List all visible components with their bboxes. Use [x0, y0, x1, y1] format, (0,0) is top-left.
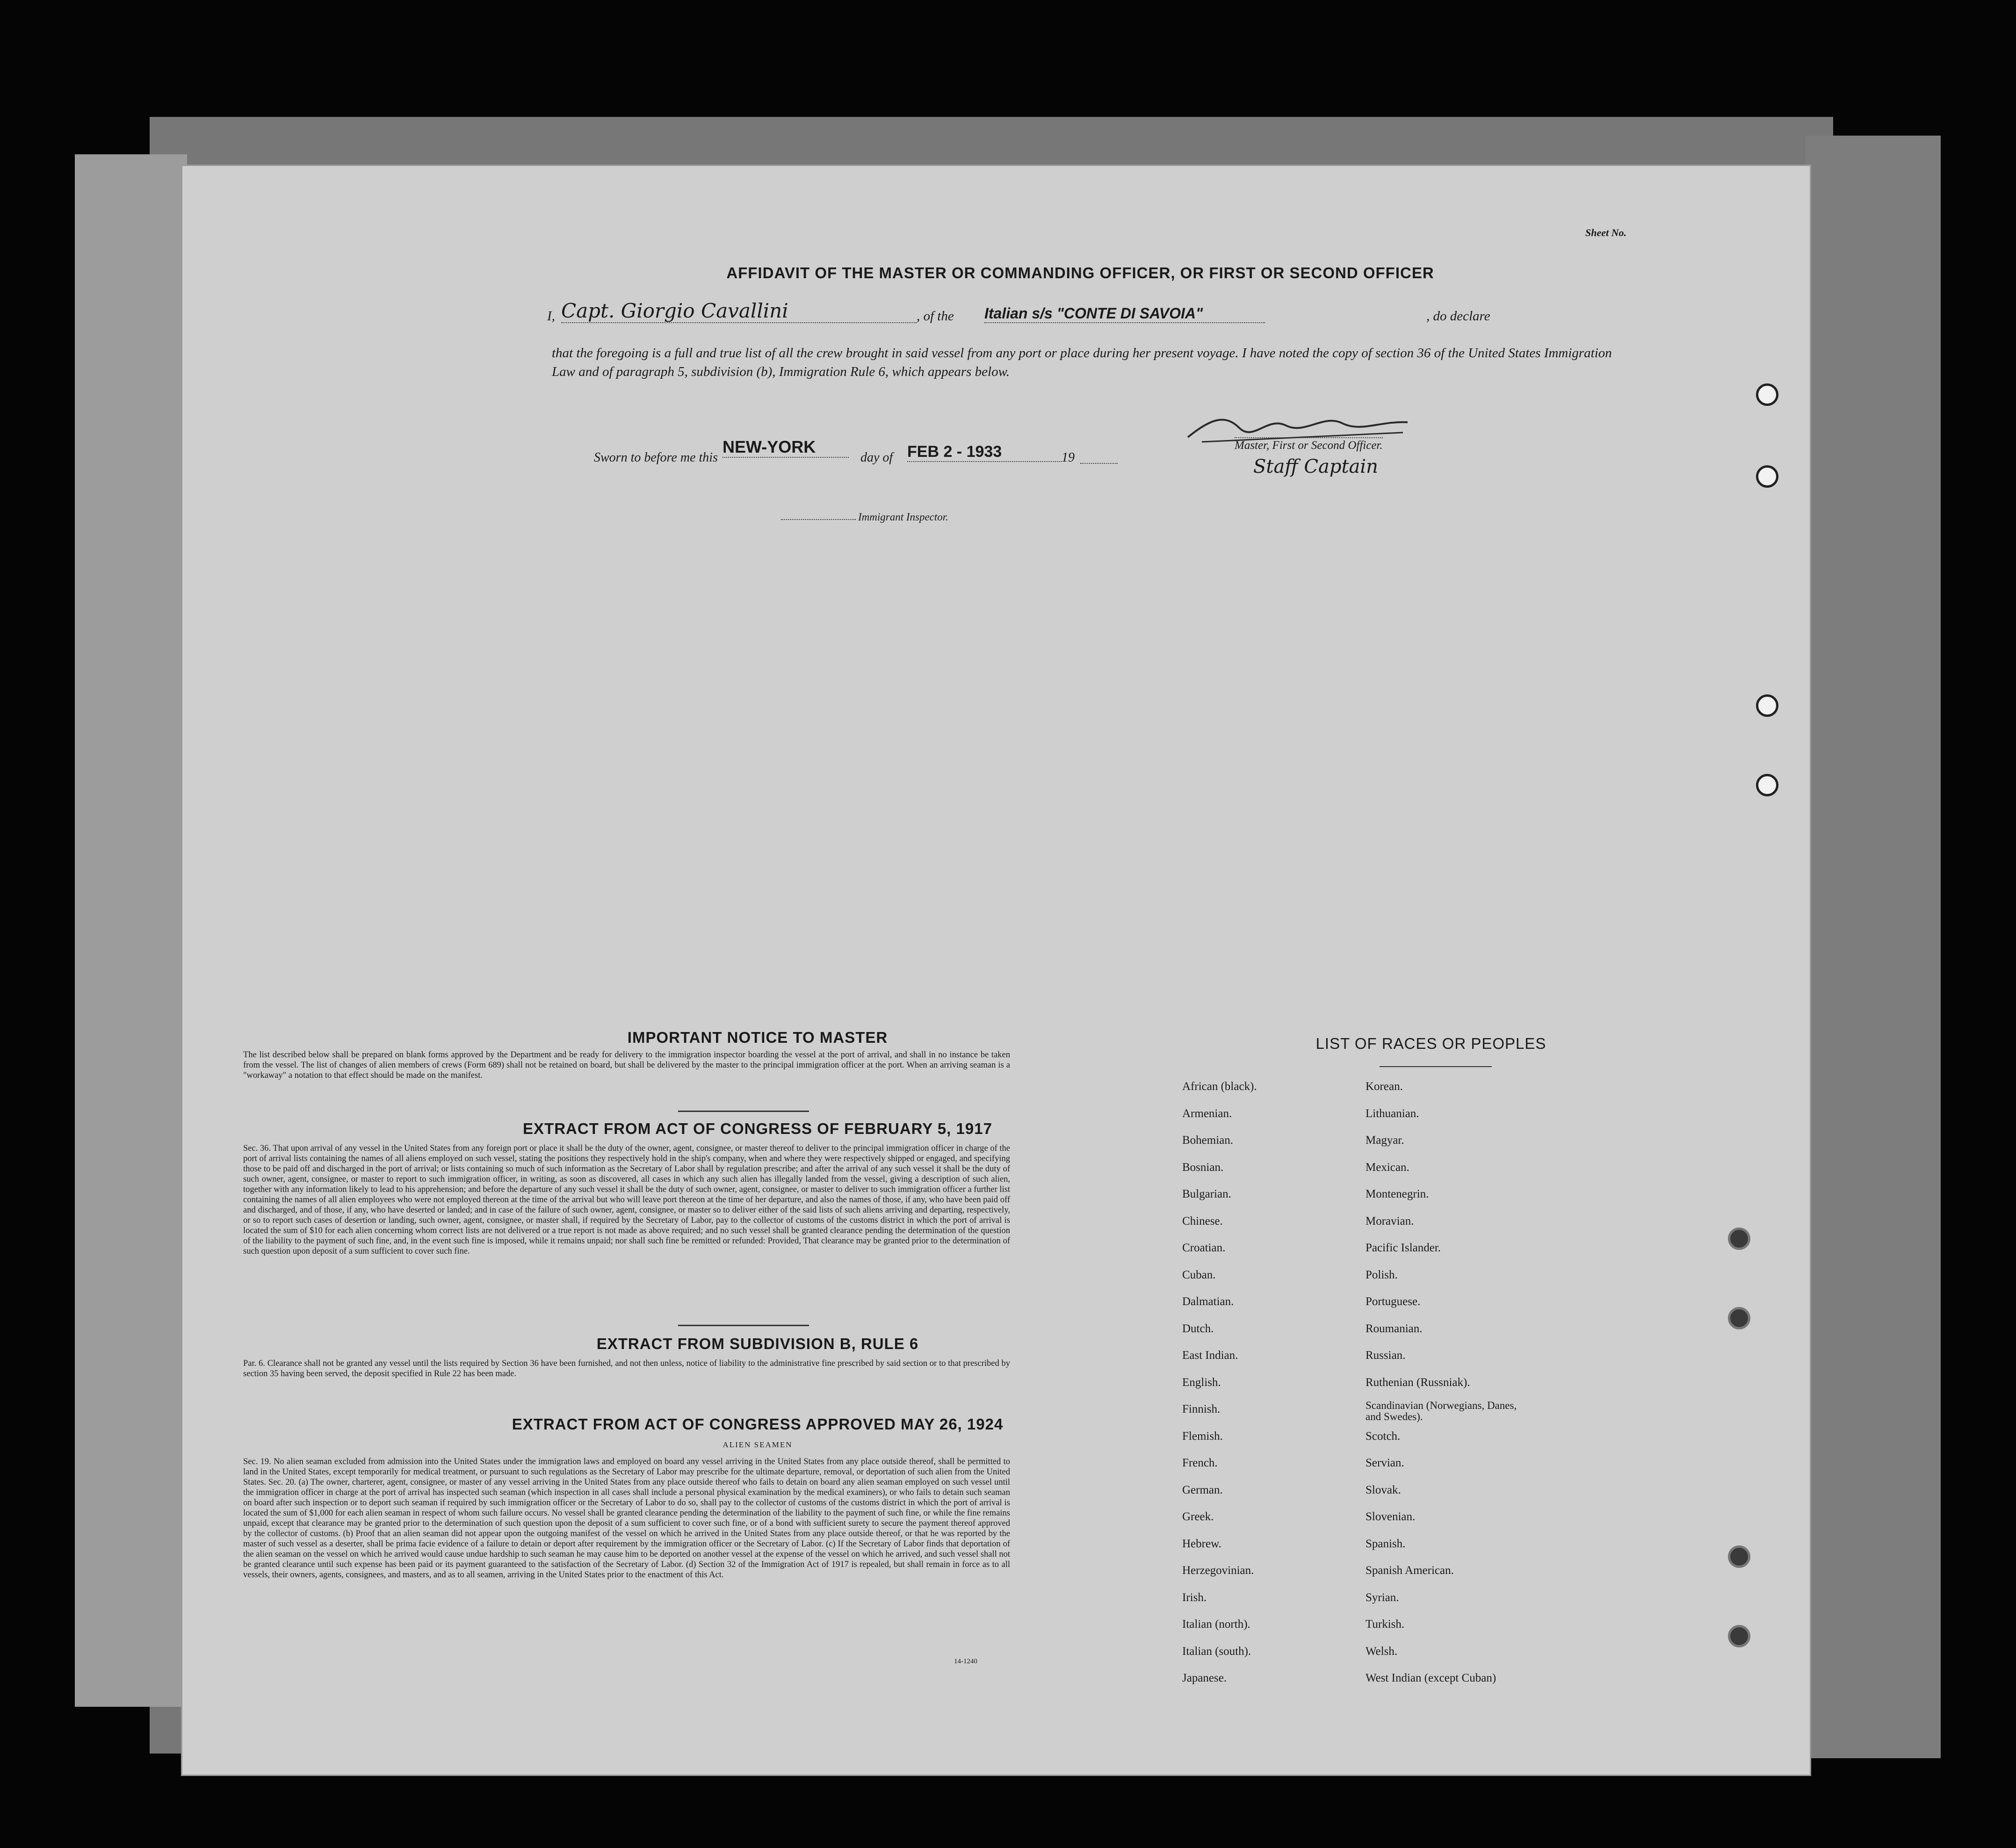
- punch-hole: [1756, 774, 1778, 796]
- i-prefix: I,: [547, 309, 555, 324]
- declaration-text: that the foregoing is a full and true list of all the crew brought in said vessel from any port or place during her present voyage. I have noted the copy of section 36 of the United States Immigration Law and of paragraph 5, subdivision (b), Immigration Rule 6, which appears below.: [552, 346, 1612, 379]
- affidavit-title: AFFIDAVIT OF THE MASTER OR COMMANDING OFFICER, OR FIRST OR SECOND OFFICER: [726, 264, 1434, 282]
- race-item: Scandinavian (Norwegians, Danes, and Swedes).: [1366, 1400, 1517, 1422]
- do-declare-text: , do declare: [1426, 309, 1490, 324]
- race-item: Italian (south).: [1182, 1645, 1251, 1658]
- race-item: Korean.: [1366, 1080, 1403, 1093]
- race-item: Flemish.: [1182, 1429, 1223, 1443]
- race-item: Chinese.: [1182, 1214, 1223, 1227]
- punch-hole: [1728, 1625, 1750, 1647]
- race-item: French.: [1182, 1457, 1218, 1469]
- sheet-number-label: Sheet No.: [1585, 227, 1626, 238]
- race-item: Slovenian.: [1366, 1510, 1416, 1523]
- race-item: West Indian (except Cuban): [1366, 1672, 1496, 1684]
- sworn-label: Sworn to before me this: [594, 450, 718, 465]
- race-item: Croatian.: [1182, 1242, 1226, 1254]
- race-item: Dalmatian.: [1182, 1295, 1234, 1308]
- year-prefix: 19: [1062, 450, 1075, 465]
- divider: [1380, 1066, 1492, 1067]
- race-item: Bosnian.: [1182, 1161, 1224, 1174]
- race-item: Irish.: [1182, 1591, 1207, 1604]
- extract-1917-text: Sec. 36. That upon arrival of any vessel in the United States from any foreign port or place it shall be the duty of the owner, agent, consignee, or master thereof to deliver to the principal immigration officer in charge of the port of arrival lists containing the names of all aliens employed on such vessel, stating the positions they respectively hold in the ship's company, when and where they were respectively shipped or engaged, and specifying those to be paid off and discharged in the port of arrival; or lists containing so much of such information as the Secretary of Labor shall by regulation prescribe; and after the arrival of any such vessel it shall be the duty of such owner, agent, consignee, or master to report to such immigration officer, in writing, as soon as discovered, all cases in which any such alien has illegally landed from the vessel, giving a description of such alien, together with any information likely to lead to his apprehension; and before the departure of any such vessel it shall be the duty of such owner, agent, consignee, or master to deliver to such immigration officer a further list containing the names of all alien employees who were not employed thereon at the time of the arrival but who will leave port thereon at the time of her departure, and also the names of those, if any, who have been paid off and discharged, and of those, if any, who have deserted or landed; and in case of the failure of such owner, agent, consignee, or master so to deliver either of the said lists of such aliens arriving and departing, respectively, or so to report such cases of desertion or landing, such owner, agent, consignee, or master shall, if required by the Secretary of Labor, pay to the collector of customs of the customs district in which the port of arrival is located the sum of $10 for each alien concerning whom correct lists are not delivered or a true report is not made as above required; and no such vessel shall be granted clearance pending the determination of the question of the liability to the payment of such fine, and, in the event such fine is imposed, while it remains unpaid; nor shall such fine be remitted or refunded: Provided, That clearance may be granted prior to the determination of such question upon deposit of a sum sufficient to cover such fine.: [243, 1144, 1010, 1256]
- punch-hole: [1756, 694, 1778, 717]
- extract-1924-title: EXTRACT FROM ACT OF CONGRESS APPROVED MAY 26, 1924: [512, 1415, 1004, 1433]
- extract-1917-title: EXTRACT FROM ACT OF CONGRESS OF FEBRUARY 5, 1917: [523, 1120, 992, 1137]
- master-name: Capt. Giorgio Cavallini: [561, 299, 917, 323]
- race-item: Finnish.: [1182, 1403, 1221, 1415]
- sworn-date-stamp: FEB 2 - 1933: [907, 443, 1062, 462]
- race-item: Spanish.: [1366, 1537, 1406, 1550]
- race-item: East Indian.: [1182, 1349, 1238, 1362]
- affidavit-sheet: [182, 166, 1810, 1775]
- race-item: Polish.: [1366, 1268, 1398, 1281]
- race-item: Magyar.: [1366, 1134, 1404, 1147]
- race-item: Armenian.: [1182, 1107, 1232, 1120]
- form-number: 14-1240: [954, 1658, 977, 1665]
- race-item: Scotch.: [1366, 1429, 1401, 1443]
- extract-1924-text: Sec. 19. No alien seaman excluded from admission into the United States under the immigration laws and employed on board any vessel arriving in the United States from any place outside thereof, shall be permitted to land in the United States, except temporarily for medical treatment, or pursuant to such regulations as the Secretary of Labor may prescribe for the ultimate departure, removal, or deportation of such alien from the United States. Sec. 20. (a) The owner, charterer, agent, consignee, or master of any vessel arriving in the United States from any place outside thereof who fails to detain on board any alien seaman employed on such vessel until the immigration officer in charge at the port of arrival has inspected such seaman (which inspection in all cases shall include a personal physical examination by the medical examiners), or who fails to detain such seaman on board after such inspection or to deport such seaman if required by such immigration officer or the Secretary of Labor to do so, shall pay to the collector of customs of the customs district in which the port of arrival is located the sum of $1,000 for each alien seaman in respect of whom such failure occurs. No vessel shall be granted clearance pending the determination of the liability to the payment of such fine, or while the fine remains unpaid, except that clearance may be granted prior to the determination of such question upon the deposit of a sum sufficient to cover such fine, or of a bond with sufficient surety to secure the payment thereof approved by the collector of customs. (b) Proof that an alien seaman did not appear upon the outgoing manifest of the vessel on which he arrived in the United States from any place outside thereof, or that he was reported by the master of such vessel as a deserter, shall be prima facie evidence of a failure to detain or deport after requirement by the immigration officer or the Secretary of Labor. (c) If the Secretary of Labor finds that deportation of the alien seaman on the vessel on which he arrived would cause undue hardship to such seaman he may cause him to be deported on another vessel at the expense of the vessel on which he arrived, and such vessel shall not be granted clearance until such expense has been paid or its payment guaranteed to the satisfaction of the Secretary of Labor. (d) Section 32 of the Immigration Act of 1917 is repealed, but shall remain in force as to all vessels, their owners, agents, consignees, and masters, and as to all seamen, arriving in the United States prior to the enactment of this Act.: [243, 1457, 1010, 1580]
- punch-hole: [1728, 1227, 1750, 1250]
- race-item: Bulgarian.: [1182, 1188, 1231, 1200]
- vessel-stamp: Italian s/s "CONTE DI SAVOIA": [984, 305, 1265, 323]
- race-item: Cuban.: [1182, 1268, 1216, 1281]
- punch-hole: [1756, 383, 1778, 406]
- race-item: Roumanian.: [1366, 1322, 1423, 1335]
- race-item: Bohemian.: [1182, 1134, 1234, 1147]
- race-item: Hebrew.: [1182, 1537, 1221, 1550]
- punch-hole: [1728, 1307, 1750, 1329]
- race-item: English.: [1182, 1376, 1221, 1389]
- race-item: Herzegovinian.: [1182, 1564, 1254, 1577]
- notice-text: The list described below shall be prepared on blank forms approved by the Department and be ready for delivery to the immigration inspector boarding the vessel at the port of arrival, and shall in no instance be taken from the vessel. The list of changes of alien members of crews (Form 689) shall not be retained on board, but shall be delivered by the master to the principal immigration officer at the port. When an arriving seaman is a "workaway" a notation to that effect should be made on the manifest.: [243, 1050, 1010, 1080]
- day-of-text: day of: [860, 450, 893, 465]
- race-item: African (black).: [1182, 1080, 1257, 1093]
- race-item: Slovak.: [1366, 1483, 1401, 1496]
- divider: [678, 1111, 809, 1112]
- race-item: German.: [1182, 1483, 1223, 1496]
- extract-rule6-text: Par. 6. Clearance shall not be granted any vessel until the lists required by Section 36 have been furnished, and not then unless, notice of liability to the administrative fine prescribed by said section or to that prescribed by section 35 having been served, the deposit specified in Rule 22 has been made.: [243, 1359, 1010, 1379]
- race-item: Portuguese.: [1366, 1295, 1421, 1308]
- race-item: Turkish.: [1366, 1618, 1405, 1631]
- race-item: Mexican.: [1366, 1161, 1409, 1174]
- notice-title: IMPORTANT NOTICE TO MASTER: [627, 1029, 888, 1046]
- extract-rule6-title: EXTRACT FROM SUBDIVISION B, RULE 6: [596, 1335, 919, 1352]
- master-caption: Master, First or Second Officer.: [1235, 437, 1383, 452]
- race-item: Italian (north).: [1182, 1618, 1250, 1631]
- race-item: Syrian.: [1366, 1591, 1399, 1604]
- race-item: Spanish American.: [1366, 1564, 1454, 1577]
- inspector-caption: Immigrant Inspector.: [858, 511, 948, 523]
- race-item: Japanese.: [1182, 1672, 1227, 1684]
- side-ledger: [75, 154, 187, 1707]
- race-item: Dutch.: [1182, 1322, 1214, 1335]
- punch-hole: [1756, 465, 1778, 488]
- divider: [678, 1325, 809, 1326]
- extract-1924-subtitle: ALIEN SEAMEN: [723, 1440, 793, 1449]
- right-ledger: [1805, 136, 1941, 1758]
- handwritten-staff-captain: Staff Captain: [1253, 456, 1378, 477]
- sworn-line: [594, 437, 1623, 475]
- race-item: Moravian.: [1366, 1214, 1414, 1227]
- punch-hole: [1728, 1545, 1750, 1568]
- race-item: Servian.: [1366, 1457, 1404, 1469]
- of-the-text: , of the: [917, 309, 954, 324]
- inspector-signature-line: [781, 519, 856, 520]
- race-item: Russian.: [1366, 1349, 1406, 1362]
- race-item: Pacific Islander.: [1366, 1242, 1441, 1254]
- races-title: LIST OF RACES OR PEOPLES: [1315, 1035, 1546, 1052]
- declaration-line-1: [547, 299, 1637, 327]
- race-item: Welsh.: [1366, 1645, 1398, 1658]
- sworn-place-stamp: NEW-YORK: [723, 437, 849, 458]
- race-item: Greek.: [1182, 1510, 1214, 1523]
- race-item: Montenegrin.: [1366, 1188, 1429, 1200]
- race-item: Lithuanian.: [1366, 1107, 1419, 1120]
- race-item: Ruthenian (Russniak).: [1366, 1376, 1470, 1389]
